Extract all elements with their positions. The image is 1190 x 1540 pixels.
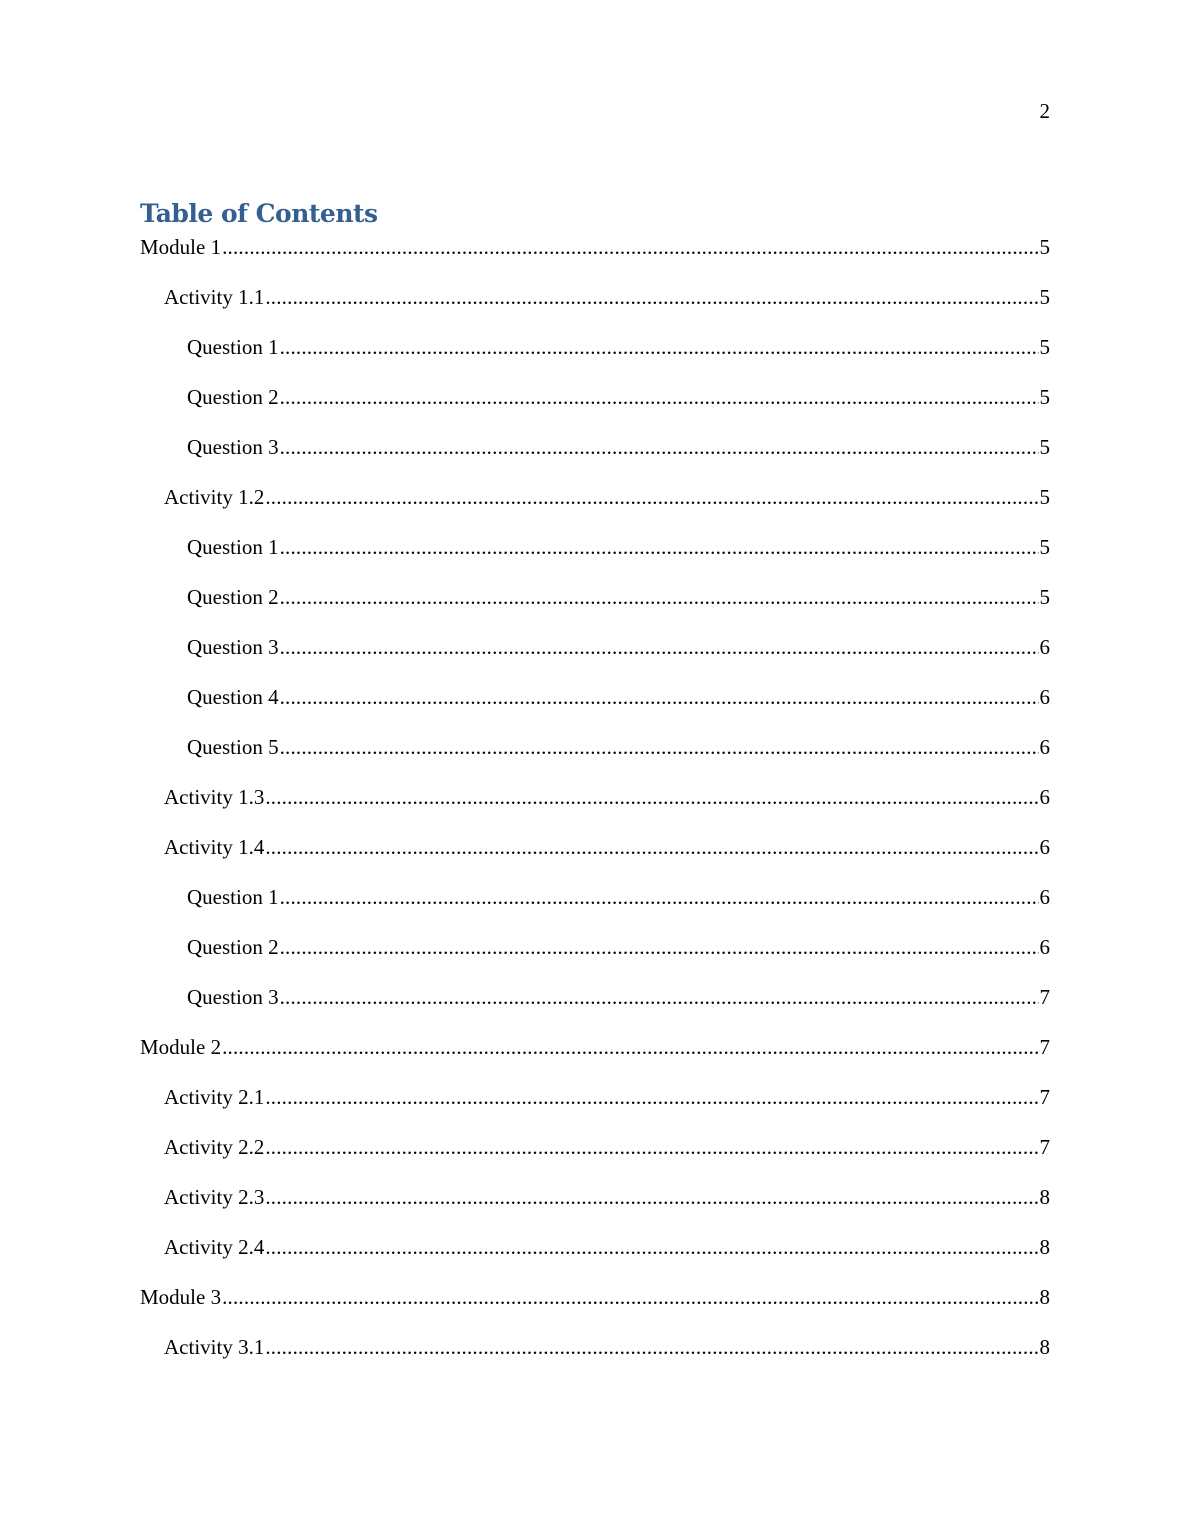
toc-entry-level-2[interactable] [140, 1232, 1050, 1282]
toc-entry-label[interactable]: Activity 2.1 [164, 1085, 265, 1109]
toc-entry-label[interactable]: Module 3 [140, 1285, 222, 1309]
toc-entry-level-3[interactable] [140, 582, 1050, 632]
toc-entry-page-number[interactable]: 5 [1039, 585, 1050, 609]
toc-dot-leader [265, 282, 1038, 312]
toc-entry-page-number[interactable]: 8 [1039, 1235, 1050, 1259]
toc-entry-level-3[interactable] [140, 332, 1050, 382]
page-number: 2 [1039, 99, 1050, 123]
toc-entry-level-3[interactable] [140, 532, 1050, 582]
toc-entry-page-number[interactable]: 8 [1039, 1285, 1050, 1309]
toc-entry-page-number[interactable]: 6 [1039, 935, 1050, 959]
toc-entry-page-number[interactable]: 6 [1039, 885, 1050, 909]
toc-entry-page-number[interactable]: 8 [1039, 1185, 1050, 1209]
toc-entry-page-number[interactable]: 7 [1039, 1035, 1050, 1059]
toc-dot-leader [265, 782, 1038, 812]
toc-dot-leader [222, 1282, 1038, 1312]
toc-entry-level-1[interactable] [140, 232, 1050, 282]
toc-entry-label[interactable]: Question 1 [187, 885, 279, 909]
toc-entry-page-number[interactable]: 5 [1039, 385, 1050, 409]
toc-entry-page-number[interactable]: 5 [1039, 435, 1050, 459]
toc-entry-label[interactable]: Question 4 [187, 685, 279, 709]
toc-entry-level-3[interactable] [140, 632, 1050, 682]
toc-entry-level-2[interactable] [140, 832, 1050, 882]
toc-dot-leader [280, 932, 1039, 962]
toc-entry-label[interactable]: Activity 2.2 [164, 1135, 265, 1159]
toc-entry-label[interactable]: Question 2 [187, 385, 279, 409]
toc-dot-leader [280, 532, 1039, 562]
toc-entry-label[interactable]: Question 3 [187, 985, 279, 1009]
toc-entry-level-2[interactable] [140, 282, 1050, 332]
toc-entry-label[interactable]: Activity 1.4 [164, 835, 265, 859]
toc-dot-leader [222, 1032, 1038, 1062]
toc-entry-level-3[interactable] [140, 882, 1050, 932]
toc-entry-label[interactable]: Question 5 [187, 735, 279, 759]
toc-entry-level-3[interactable] [140, 432, 1050, 482]
toc-entry-level-3[interactable] [140, 382, 1050, 432]
toc-entry-page-number[interactable]: 7 [1039, 1135, 1050, 1159]
toc-entry-page-number[interactable]: 7 [1039, 1085, 1050, 1109]
toc-entry-label[interactable]: Question 3 [187, 635, 279, 659]
toc-dot-leader [280, 882, 1039, 912]
toc-dot-leader [222, 232, 1038, 262]
toc-entry-label[interactable]: Question 2 [187, 585, 279, 609]
toc-entry-label[interactable]: Question 1 [187, 535, 279, 559]
toc-dot-leader [265, 482, 1038, 512]
toc-entry-level-2[interactable] [140, 1082, 1050, 1132]
toc-dot-leader [280, 982, 1039, 1012]
toc-entry-level-3[interactable] [140, 982, 1050, 1032]
toc-entry-page-number[interactable]: 7 [1039, 985, 1050, 1009]
toc-entry-label[interactable]: Module 2 [140, 1035, 222, 1059]
toc-dot-leader [265, 1182, 1038, 1212]
toc-dot-leader [280, 632, 1039, 662]
toc-entry-page-number[interactable]: 5 [1039, 535, 1050, 559]
toc-entry-page-number[interactable]: 5 [1039, 335, 1050, 359]
toc-entry-label[interactable]: Activity 1.2 [164, 485, 265, 509]
toc-entry-page-number[interactable]: 6 [1039, 835, 1050, 859]
toc-dot-leader [280, 732, 1039, 762]
toc-entry-level-2[interactable] [140, 1332, 1050, 1382]
toc-entry-label[interactable]: Activity 3.1 [164, 1335, 265, 1359]
toc-dot-leader [265, 1132, 1038, 1162]
toc-entry-level-3[interactable] [140, 732, 1050, 782]
toc-entry-label[interactable]: Activity 1.3 [164, 785, 265, 809]
toc-entry-page-number[interactable]: 5 [1039, 285, 1050, 309]
toc-dot-leader [280, 382, 1039, 412]
toc-entry-label[interactable]: Question 2 [187, 935, 279, 959]
toc-entry-page-number[interactable]: 6 [1039, 735, 1050, 759]
toc-entry-level-1[interactable] [140, 1032, 1050, 1082]
toc-dot-leader [280, 332, 1039, 362]
toc-title: Table of Contents [140, 199, 378, 228]
toc-entry-level-2[interactable] [140, 1132, 1050, 1182]
toc-entry-label[interactable]: Activity 2.4 [164, 1235, 265, 1259]
toc-entry-level-2[interactable] [140, 782, 1050, 832]
toc-entry-label[interactable]: Activity 2.3 [164, 1185, 265, 1209]
toc-dot-leader [265, 832, 1038, 862]
toc-entry-label[interactable]: Module 1 [140, 235, 222, 259]
toc-entry-page-number[interactable]: 6 [1039, 785, 1050, 809]
toc-entry-level-2[interactable] [140, 482, 1050, 532]
toc-entry-label[interactable]: Question 3 [187, 435, 279, 459]
toc-entry-page-number[interactable]: 5 [1039, 485, 1050, 509]
toc-entry-label[interactable]: Question 1 [187, 335, 279, 359]
toc-entry-level-3[interactable] [140, 682, 1050, 732]
toc-entry-page-number[interactable]: 6 [1039, 685, 1050, 709]
toc-list [140, 232, 1050, 1382]
toc-dot-leader [280, 432, 1039, 462]
toc-entry-level-3[interactable] [140, 932, 1050, 982]
toc-dot-leader [280, 682, 1039, 712]
toc-entry-level-1[interactable] [140, 1282, 1050, 1332]
toc-entry-page-number[interactable]: 8 [1039, 1335, 1050, 1359]
toc-entry-page-number[interactable]: 5 [1039, 235, 1050, 259]
toc-entry-label[interactable]: Activity 1.1 [164, 285, 265, 309]
toc-dot-leader [265, 1232, 1038, 1262]
toc-dot-leader [265, 1332, 1038, 1362]
toc-dot-leader [280, 582, 1039, 612]
toc-dot-leader [265, 1082, 1038, 1112]
toc-entry-level-2[interactable] [140, 1182, 1050, 1232]
toc-entry-page-number[interactable]: 6 [1039, 635, 1050, 659]
